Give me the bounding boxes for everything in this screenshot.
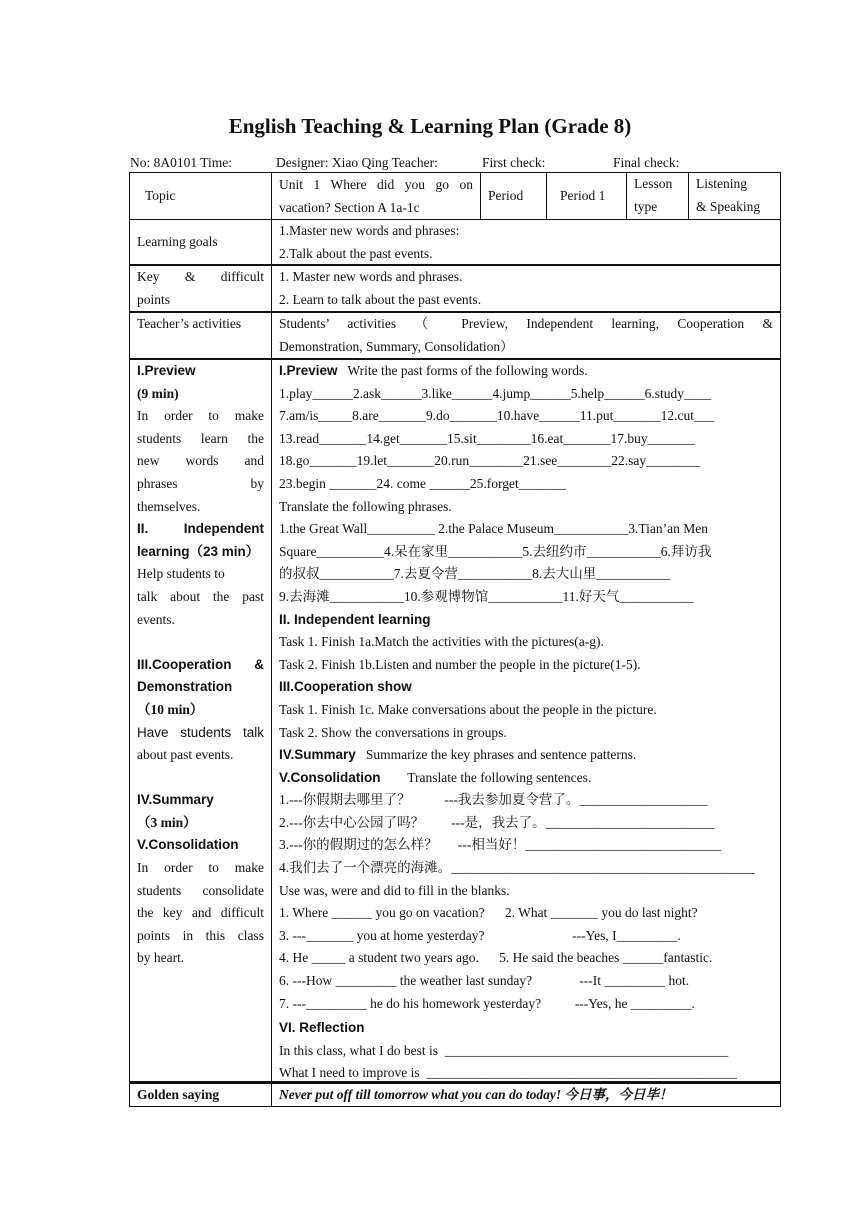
task-show: Task 2. Show the conversations in groups. (279, 724, 507, 740)
students-activities-label (272, 313, 780, 358)
fill-line-1: 1. Where ______ you go on vacation? 2. What _______ you do last night? (279, 905, 698, 921)
lesson-type-value-1: Listening (696, 176, 747, 191)
words-line-2: 7.am/is_____8.are_______9.do_______10.have______11.put_______12.cut___ (279, 408, 715, 424)
lesson-type-line-2: type (634, 198, 658, 214)
preview-aim-5: themselves. (137, 498, 201, 514)
summary-line (279, 744, 773, 767)
independent-heading-1: II. Independent (137, 521, 264, 537)
students-activities-line-2: Demonstration, Summary, Consolidation） (279, 338, 514, 354)
preview-line (279, 360, 773, 383)
key-points-label-1: Key & difficult (137, 269, 264, 284)
phrases-line-2: Square__________4.呆在家里___________5.去纽约市___________6.拜访我 (279, 543, 712, 559)
students-column (272, 360, 780, 1081)
words-line-4: 18.go_______19.let_______20.run________21.see________22.say________ (279, 453, 701, 469)
sentence-3: 3.---你的假期过的怎么样？ ---相当好！_____________________________ (279, 837, 722, 853)
consolidation-instruction: Translate the following sentences. (380, 769, 592, 785)
summary-title: IV.Summary (279, 747, 356, 763)
words-line-1: 1.play______2.ask______3.like______4.jump______5.help______6.study____ (279, 385, 711, 401)
key-point-1: 1. Master new words and phrases. (279, 269, 463, 284)
meta-no: No: 8A0101 Time: (130, 155, 233, 170)
summary-time: （3 min） (137, 814, 197, 830)
teacher-activities-label: Teacher’s activities (130, 313, 272, 358)
activities-header-row (130, 313, 780, 360)
cooperation-heading-2: Demonstration (137, 679, 233, 695)
reflection-heading: VI. Reflection (279, 1020, 365, 1036)
consolidation-line (279, 767, 773, 790)
topic-row (130, 173, 780, 220)
reflection-line-2: What I need to improve is ______________________________________________ (279, 1065, 737, 1081)
phrases-heading: Translate the following phrases. (279, 498, 452, 514)
lesson-type-line-1: Lesson (634, 176, 673, 191)
lesson-type-value (689, 173, 780, 219)
cooperation-show-heading: III.Cooperation show (279, 679, 412, 695)
key-points-content (272, 266, 780, 311)
meta-designer: Designer: Xiao Qing Teacher: (276, 155, 438, 170)
consolidation-aim-3: the key and difficult (137, 905, 264, 921)
phrases-line-4: 9.去海滩___________10.参观博物馆___________11.好天气___________ (279, 588, 694, 604)
sentence-4: 4.我们去了一个漂亮的海滩。_____________________________________________ (279, 860, 755, 876)
phrases-line-1: 1.the Great Wall__________ 2.the Palace Museum___________3.Tian’an Men (279, 521, 708, 537)
goal-1: 1.Master new words and phrases: (279, 223, 460, 238)
words-line-3: 13.read_______14.get_______15.sit________16.eat_______17.buy_______ (279, 430, 695, 446)
topic-line-1: Unit 1 Where did you go on (279, 177, 473, 192)
plan-table (129, 172, 781, 1107)
independent-learning-heading: II. Independent learning (279, 611, 431, 627)
independent-heading-2: learning（23 min） (137, 543, 260, 559)
sentence-1: 1.---你假期去哪里了？ ---我去参加夏令营了。___________________ (279, 792, 708, 808)
cooperation-heading-1: III.Cooperation & (137, 656, 264, 672)
reflection-line-1: In this class, what I do best is __________________________________________ (279, 1042, 729, 1058)
task-1a: Task 1. Finish 1a.Match the activities with the pictures(a-g). (279, 634, 604, 650)
document-title: English Teaching & Learning Plan (Grade 8) (228, 114, 632, 138)
task-1c: Task 1. Finish 1c. Make conversations about the people in the picture. (279, 701, 657, 717)
fill-line-5: 7. ---_________ he do his homework yesterday? ---Yes, he _________. (279, 995, 695, 1011)
fill-line-2: 3. ---_______ you at home yesterday? ---Yes, I_________. (279, 927, 681, 943)
preview-time: (9 min) (137, 385, 179, 401)
preview-instruction: Write the past forms of the following words. (337, 363, 588, 378)
golden-saying-row (130, 1082, 780, 1106)
meta-first-check: First check: (482, 155, 546, 170)
lesson-type-label (627, 173, 689, 219)
golden-saying-value: Never put off till tomorrow what you can do today! 今日事，今日毕！ (279, 1087, 673, 1102)
preview-heading: I.Preview (137, 363, 196, 378)
preview-aim-2: students learn the (137, 430, 264, 446)
independent-aim-3: events. (137, 611, 175, 627)
goals-label: Learning goals (130, 220, 272, 264)
key-points-label (130, 266, 272, 311)
key-point-2: 2. Learn to talk about the past events. (279, 291, 482, 307)
summary-instruction: Summarize the key phrases and sentence patterns. (355, 747, 637, 763)
words-line-5: 23.begin _______24. come ______25.forget_______ (279, 475, 566, 491)
period-label: Period (481, 173, 547, 219)
meta-final-check: Final check: (613, 155, 680, 170)
topic-label: Topic (130, 173, 272, 219)
cooperation-aim-1: Have students talk (137, 724, 264, 740)
summary-heading: IV.Summary (137, 792, 214, 808)
phrases-line-3: 的叔叔___________7.去夏令营___________8.去大山里___________ (279, 566, 671, 582)
consolidation-title: V.Consolidation (279, 769, 381, 785)
fill-blanks-heading: Use was, were and did to fill in the blanks. (279, 882, 510, 898)
consolidation-aim-4: points in this class (137, 927, 264, 943)
cooperation-aim-2: about past events. (137, 747, 234, 763)
consolidation-aim-5: by heart. (137, 950, 185, 966)
goals-row (130, 220, 780, 266)
independent-aim-1: Help students to (137, 566, 225, 582)
task-1b: Task 2. Finish 1b.Listen and number the people in the picture(1-5). (279, 656, 641, 672)
period-value: Period 1 (547, 173, 627, 219)
teacher-column (130, 360, 272, 1081)
consolidation-heading: V.Consolidation (137, 837, 239, 853)
preview-title: I.Preview (279, 363, 338, 378)
cooperation-time: （10 min） (137, 701, 204, 717)
fill-line-4: 6. ---How _________ the weather last sunday? ---It _________ hot. (279, 973, 690, 989)
students-activities-line-1: Students’ activities （ Preview, Independent learning, Cooperation & (279, 316, 773, 331)
golden-saying-label: Golden saying (130, 1084, 272, 1106)
consolidation-aim-2: students consolidate (137, 882, 264, 898)
sentence-2: 2.---你去中心公园了吗？ ---是，我去了。_________________________ (279, 814, 715, 830)
key-points-row (130, 266, 780, 313)
preview-aim-3: new words and (137, 453, 264, 469)
goals-content (272, 220, 780, 264)
goal-2: 2.Talk about the past events. (279, 245, 433, 261)
topic-value (272, 173, 481, 219)
meta-line (130, 155, 679, 171)
independent-aim-2: talk about the past (137, 588, 264, 604)
preview-aim-4: phrases by (137, 475, 264, 491)
consolidation-aim-1: In order to make (137, 860, 264, 876)
main-body-row (130, 360, 780, 1082)
lesson-type-value-2: & Speaking (696, 198, 761, 214)
preview-aim-1: In order to make (137, 408, 264, 424)
key-points-label-2: points (137, 291, 171, 307)
topic-line-2: vacation? Section A 1a-1c (279, 199, 420, 215)
fill-line-3: 4. He _____ a student two years ago. 5. He said the beaches ______fantastic. (279, 950, 713, 966)
